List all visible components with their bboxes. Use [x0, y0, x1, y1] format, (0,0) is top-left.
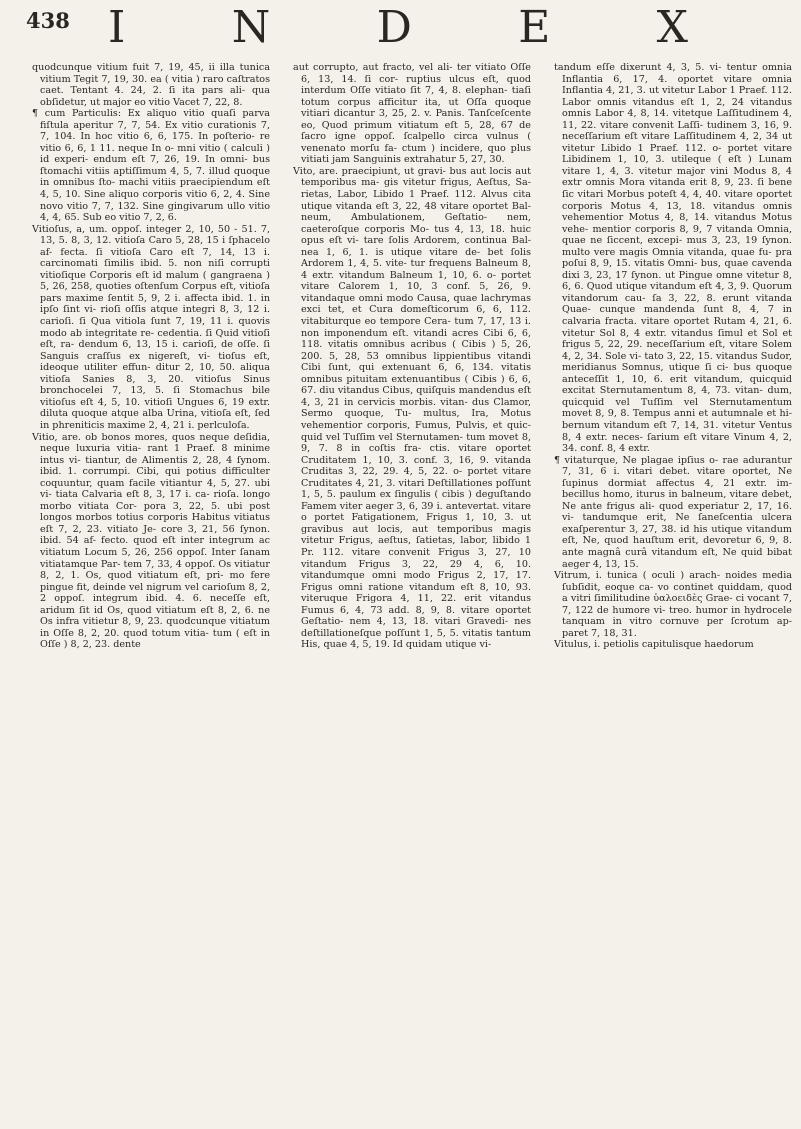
running-head-letter: E	[518, 2, 551, 53]
index-entry: Vitrum, i. tunica ( oculi ) arach- noides media ſubſidit, eoque ca- vo continet quiddam, quod a vitri ſimilitudine ὑαλοειδὲς Grae- ci vocant 7, 7, 122 de humore vi- treo. humor in hydrocele tanquam in vitro cornuve per ſcrotum ap- paret 7, 18, 31.	[554, 570, 792, 639]
index-entry: quodcunque vitium fuit 7, 19, 45, ii illa tunica vitium Tegit 7, 19, 30. ea ( vitia ) raro caſtratos caet. Tentant 4. 24, 2. ſi ita pars ali- qua obſidetur, ut major eo vitio Vacet 7, 22, 8.	[32, 62, 270, 108]
column-right	[554, 62, 792, 1124]
page-number: 438	[26, 8, 70, 33]
running-head-letter: D	[376, 2, 412, 53]
running-head	[108, 2, 688, 53]
index-entry: Vito, are. praecipiunt, ut gravi- bus aut locis aut temporibus ma- gis vitetur frigus, Aeſtus, Sa- rietas, Labor, Libido 1 Praef. 112. Alvus cita utique vitanda eſt 3, 22, 48 vitare oportet Bal- neum, Ambulationem, Geſtatio- nem, caeteroſque corporis Mo- tus 4, 13, 18. huic opus eſt vi- tare ſolis Ardorem, continua Bal- nea 1, 6, 1. is utique vitare de- bet ſolis Ardorem 1, 4, 5. vite- tur frequens Balneum 8, 4 extr. vitandum Balneum 1, 10, 6. o- portet vitare Calorem 1, 10, 3 conf. 5, 26, 9. vitandaque omni modo Causa, quae lachrymas exci tet, et Cura domeſticorum 6, 6, 112. vitabiturque eo tempore Cera- tum 7, 17, 13 i. non imponendum eſt. vitandi acres Cibi 6, 6, 118. vitatis omnibus acribus ( Cibis ) 5, 26, 200. 5, 28, 53 omnibus lippientibus vitandi Cibi ſunt, qui extenuant 6, 6, 134. vitatis omnibus pituitam extenuantibus ( Cibis ) 6, 6, 67. diu vitandus Cibus, quiſquis mandendus eſt 4, 3, 21 in cervicis morbis. vitan- dus Clamor, Sermo quoque, Tu- multus, Ira, Motus vehementior corporis, Fumus, Pulvis, et quic- quid vel Tuſſim vel Sternutamen- tum movet 8, 9, 7. 8 in coſtis fra- ctis. vitare oportet Cruditatem 1, 10, 3. conf. 3, 16, 9. vitanda Cruditas 3, 22, 29. 4, 5, 22. o- portet vitare Cruditates 4, 21, 3. vitari Deſtillationes poſſunt 1, 5, 5. paulum ex ſingulis ( cibis ) deguſtando Famem viter aeger 3, 6, 39 i. antevertat. vitare o portet Fatigationem, Frigus 1, 10, 3. ut gravibus aut locis, aut temporibus magis vitetur Frigus, aeſtus, ſatietas, labor, libido 1 Pr. 112. vitare convenit Frigus 3, 27, 10 vitandum Frigus 3, 22, 29 4, 6, 10. vitandumque omni modo Frigus 2, 17, 17. Frigus omni ratione vitandum eſt 8, 10, 93. viteruque Frigora 4, 11, 22. erit vitandus Fumus 6, 4, 73 add. 8, 9, 8. vitare oportet Geſtatio- nem 4, 13, 18. vitari Gravedi- nes deſtillationeſque poſſunt 1, 5, 5. vitatis tantum His, quae 4, 5, 19. Id quidam utique vi-	[293, 165, 531, 651]
index-entry: tandum eſſe dixerunt 4, 3, 5. vi- tentur omnia Inflantia 6, 17, 4. oportet vitare omnia Inflantia 4, 21, 3. ut vitetur Labor 1 Praef. 112. Labor omnis vitandus eſt 1, 2, 24 vitandus omnis Labor 4, 8, 14. vitetque Laſſitudinem 4, 11, 22. vitare convenit Laſſi- tudinem 3, 16, 9. neceſſarium eſt vitare Laſſitudinem 4, 2, 34 ut vitetur Libido 1 Praef. 112. o- portet vitare Libidinem 1, 10, 3. utileque ( eſt ) Lunam vitare 1, 4, 3. vitetur major vini Modus 8, 4 extr omnis Mora vitanda erit 8, 9, 23. ſi bene ſic vitari Morbus poteſt 4, 4, 40. vitare oportet corporis Motus 4, 13, 18. vitandus omnis vehementior Motus 4, 8, 14. vitandus Motus vehe- mentior corporis 8, 9, 7 vitanda Omnia, quae ne ſiccent, excepi- mus 3, 23, 19 ſynon. multo vere magis Omnia vitanda, quae fu- pra poſui 8, 9, 15. vitatis Omni- bus, quae cavenda dixi 3, 23, 17 ſynon. ut Pingue omne vitetur 8, 6, 6. Quod utique vitandum eſt 4, 3, 9. Quorum vitandorum cau- ſa 3, 22, 8. erunt vitanda Quae- cunque mandenda ſunt 8, 4, 7 in calvaria fracta. vitare oportet Rutam 4, 21, 6. vitetur Sol 8, 4 extr. vitandus ſimul et Sol et frigus 5, 22, 29. neceſſarium eſt, vitare Solem 4, 2, 34. Sole vi- tato 3, 22, 15. vitandus Sudor, meridianus Somnus, utique ſi ci- bus quoque anteceſſit 1, 10, 6. erit vitandum, quicquid excitat Sternutamentum 8, 4, 73. vitan- dum, quicquid vel Tuſſim vel Sternutamentum movet 8, 9, 8. Tempus anni et autumnale et hi- bernum vitandum eſt 7, 14, 31. vitetur Ventus 8, 4 extr. neces- ſarium eſt vitare Vinum 4, 2, 34. conf. 8, 4 extr.	[554, 62, 792, 455]
column-middle	[293, 62, 531, 1124]
page-header	[0, 0, 801, 62]
running-head-letter: X	[656, 2, 688, 53]
index-entry: Vitioſus, a, um. oppoſ. integer 2, 10, 50 - 51. 7, 13, 5. 8, 3, 12. vitioſa Caro 5, 28, 15 i ſphacelo af- fecta. ſi vitioſa Caro eſt 7, 14, 13 i. carcinomati ſimilis ibid. 5. non niſi corrupti vitioſique Corporis eſt id malum ( gangraena ) 5, 26, 258, quoties oſtenſum Corpus eſt, vitioſa pars maxime ſentit 5, 9, 2 i. affecta ibid. 1. in ipſo ſint vi- rioſi oſſis atque integri 8, 3, 12 i. carioſi. ſi Qua vitiola ſunt 7, 19, 11 i. quovis modo ab integritate re- cedentia. ſi Quid vitioſi eſt, ra- dendum 6, 13, 15 i. carioſi, de oſſe. ſi Sanguis craſſus ex nigereſt, vi- tioſus eſt, ideoque utiliter effun- ditur 2, 10, 50. aliqua vitioſa Sanies 8, 3, 20. vitioſus Sinus bronchocelei 7, 13, 5. ſi Stomachus bile vitioſus eſt 4, 5, 10. vitioſi Ungues 6, 19 extr. diluta quoque atque alba Urina, vitioſa eſt, ſed in phreniticis maxime 2, 4, 21 i. perlculoſa.	[32, 223, 270, 431]
index-entry: Vitulus, i. petiolis capitulisque haedorum	[554, 639, 754, 651]
column-left	[32, 62, 270, 1124]
running-head-letter: N	[231, 2, 271, 53]
index-entry: ¶ cum Particulis: Ex aliquo vitio quaſi parva fiſtula aperitur 7, 7, 54. Ex vitio curationis 7, 7, 104. In hoc vitio 6, 6, 175. In poſterio- re vitio 6, 6, 1 11. neque In o- mni vitio ( calculi ) id experi- endum eſt 7, 26, 19. In omni- bus ſtomachi vitiis aptiſſimum 4, 5, 7. illud quoque in omnibus ſto- machi vitiis praecipiendum eſt 4, 5, 10. Sine aliquo corporis vitio 6, 2, 4. Sine novo vitio 7, 7, 132. Sine gingivarum ullo vitio 4, 4, 65. Sub eo vitio 7, 2, 6.	[32, 108, 270, 224]
running-head-letter: I	[108, 2, 126, 53]
index-entry: aut corrupto, aut fracto, vel ali- ter vitiato Oſſe 6, 13, 14. ſi cor- ruptius ulcus eſt, quod interdum Oſſe vitiato ſit 7, 4, 8. elephan- tiaſi totum corpus afficitur ita, ut Oſſa quoque vitiari dicantur 3, 25, 2. v. Panis. Tanſceſcente eo, Quod primum vitiatum eſt 5, 28, 67 de ſacro igne oppoſ. ſcalpello circa vulnus ( venenato morſu fa- ctum ) incidere, quo plus vitiati jam Sanguinis extrahatur 5, 27, 30.	[293, 62, 531, 166]
index-entry: ¶ vitaturque, Ne plagae ipſius o- rae adurantur 7, 31, 6 i. vitari debet. vitare oportet, Ne ſupinus dormiat affectus 4, 21 extr. im- becillus homo, iturus in balneum, vitare debet, Ne ante frigus ali- quod experiatur 2, 17, 16. vi- tandumque erit, Ne ſaneſcentia ulcera exaſperentur 3, 27, 38. id his utique vitandum eſt, Ne, quod hauſtum erit, devoretur 6, 9, 8. ante magnâ curâ vitandum eſt, Ne quid bibat aeger 4, 13, 15.	[554, 454, 792, 570]
index-entry: Vitio, are. ob bonos mores, quos neque deſidia, neque luxuria vitia- rant 1 Praef. 8 minime intus vi- tiantur, de Alimentis 2, 28, 4 ſynom. ibid. 1. corrumpi. Cibi, qui potius difficulter coquuntur, quam facile vitiantur 4, 5, 27. ubi vi- tiata Calvaria eſt 8, 3, 17 i. ca- rioſa. longo morbo vitiata Cor- pora 3, 22, 5. ubi post longos morbos totius corporis Habitus vitiatus eſt 7, 2, 23. vitiato Je- core 3, 21, 56 ſynon. ibid. 54 af- fecto. quod eſt inter integrum ac vitiatum Locum 5, 26, 256 oppoſ. Inter ſanam vitiatamque Par- tem 7, 33, 4 oppoſ. Os vitiatur 8, 2, 1. Os, quod vitiatum eſt, pri- mo fere pingue fit, deinde vel nigrum vel carioſum 8, 2, 2 oppoſ. integrum ibid. 4. 6. neceſſe eſt, aridum ſit id Os, quod vitiatum eſt 8, 2, 6. ne Os infra vitietur 8, 9, 23. quodcunque vitiatum in Oſſe 8, 2, 20. quod totum vitia- tum ( eſt in Oſſe ) 8, 2, 23. dente	[32, 431, 270, 651]
index-columns	[32, 62, 792, 1124]
